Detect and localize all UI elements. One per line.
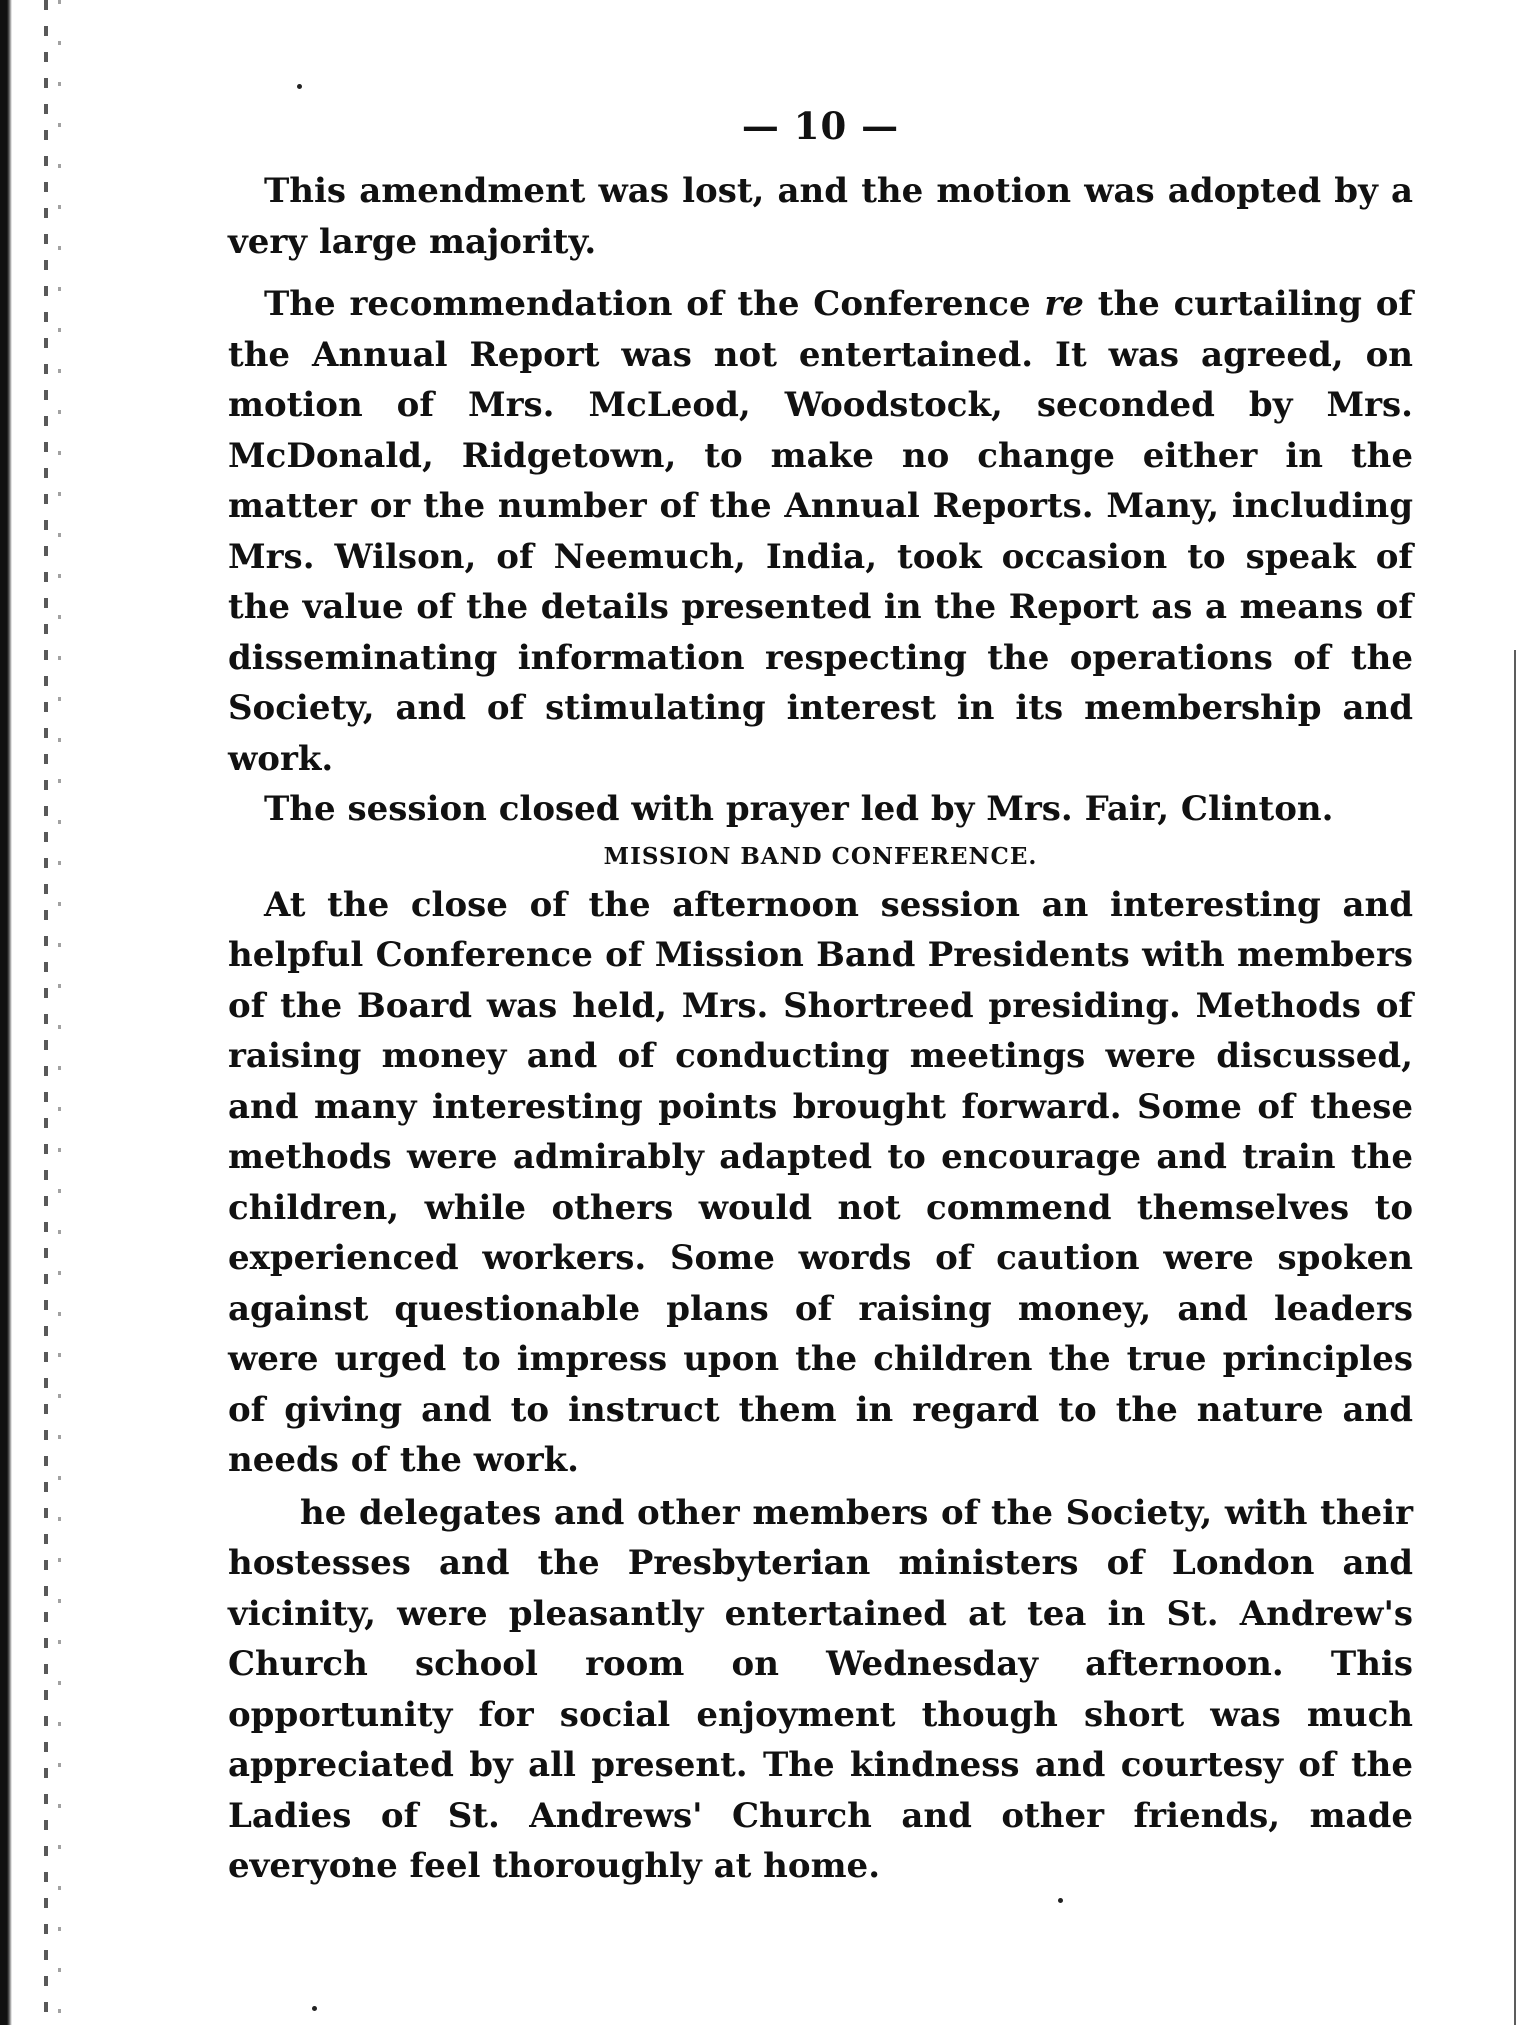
binding-dash-marks [44, 0, 48, 2025]
binding-dot-marks [58, 0, 61, 2025]
right-edge-line [1514, 650, 1516, 2025]
paragraph-amendment: This amendment was lost, and the motion was adopted by a very large majority. [228, 171, 1413, 262]
paragraph-mission-band: At the close of the afternoon session an interesting and helpful Conference of Mission Band Presidents with members of the Board was held, Mrs. Shortreed presiding. Methods of raising money and of conducting meetings were discussed, and many interesting points brought forward. Some of these methods were admirably adapted to encourage and train the children, while others would not commend themselves to experienced workers. Some words of caution were spoken against questionable plans of raising money, and leaders were urged to impress upon the children the true principles of giving and to instruct them in regard to the nature and needs of the work. [228, 884, 1413, 1480]
binding-edge [0, 0, 12, 2025]
paragraph-recommendation [228, 279, 1413, 784]
paragraph-recommendation-tail: the curtailing of the [228, 284, 1414, 375]
page-number: — 10 — [741, 104, 900, 148]
paragraph-session-closed: The session closed with prayer led by Mrs. Fair, Clinton. [264, 789, 1334, 829]
paragraph-recommendation-lead: The recommendation of the Conference [264, 284, 1045, 324]
section-heading: MISSION BAND CONFERENCE. [603, 842, 1038, 870]
paragraph-recommendation-body: Annual Report was not entertained. It was agreed, on motion of Mrs. McLeod, Woodstock, seconded by Mrs. McDonald, Ridgetown, to make no change either in the matter or the number of the Annual Reports. Many, including Mrs. Wilson, of Neemuch, India, took occasion to speak of the value of the details presented in the Report as a means of disseminating information respecting the operations of the Society, and of stimulating interest in its membership and work. [228, 334, 1413, 779]
scan-speck [1058, 1898, 1063, 1903]
scan-speck [297, 84, 302, 89]
re-word: re [1044, 284, 1084, 324]
scan-speck [312, 2006, 317, 2011]
document-page [228, 104, 1413, 1892]
paragraph-delegates: he delegates and other members of the Society, with their hostesses and the Presbyterian ministers of London and vicinity, were pleasantly entertained at tea in St. Andrew's Church school room on Wednesday afternoon. This opportunity for social enjoyment though short was much appreciated by all present. The kindness and courtesy of the Ladies of St. Andrews' Church and other friends, made everyone feel thoroughly at home. [228, 1492, 1413, 1886]
